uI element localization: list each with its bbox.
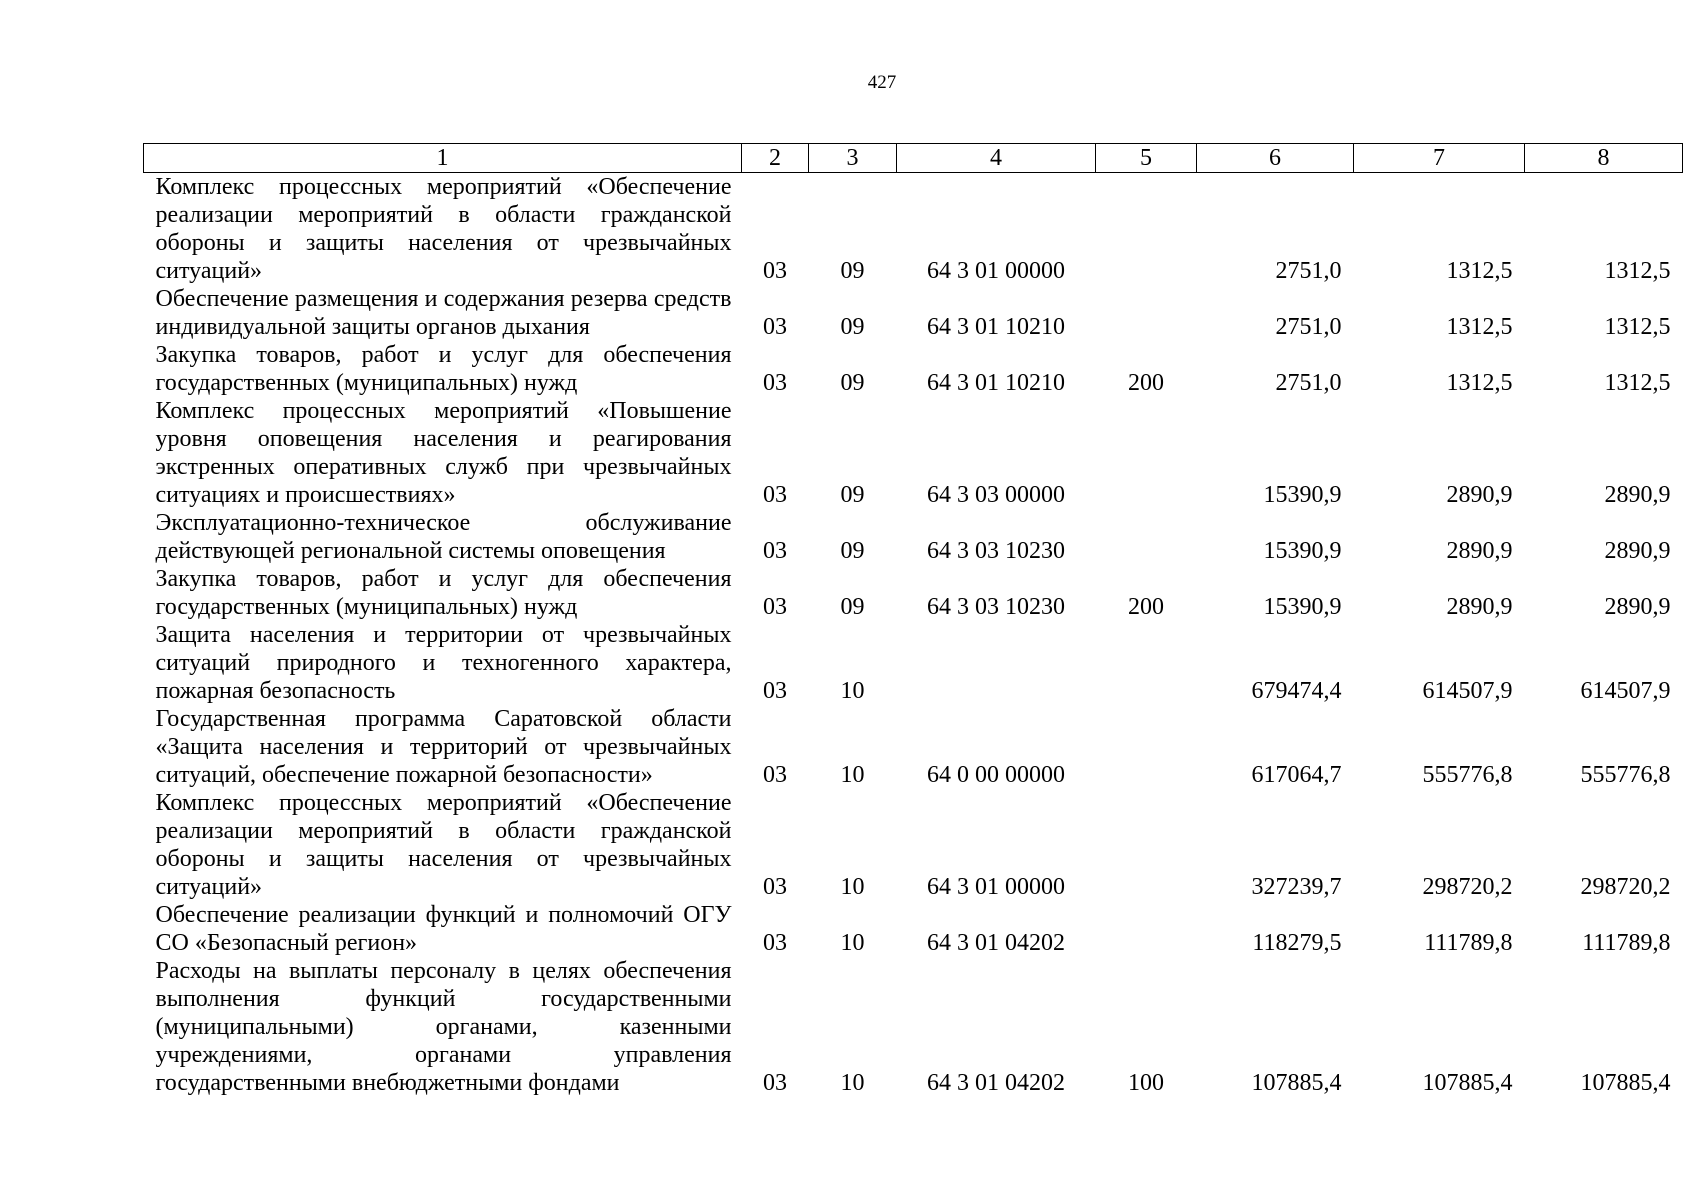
column-header-7: 7 bbox=[1354, 144, 1525, 173]
row-description: Эксплуатационно-техническое обслуживание действующей региональной системы оповещения bbox=[155, 510, 732, 564]
amount-col-8: 1312,5 bbox=[1604, 370, 1671, 396]
subsection-code: 09 bbox=[840, 594, 865, 620]
amount-col-8: 107885,4 bbox=[1580, 1070, 1671, 1096]
section-code: 03 bbox=[763, 874, 787, 900]
target-article-code: 64 3 01 10210 bbox=[927, 314, 1065, 340]
section-code: 03 bbox=[763, 930, 787, 956]
column-header-4: 4 bbox=[897, 144, 1096, 173]
subsection-code: 10 bbox=[840, 1070, 865, 1096]
section-code: 03 bbox=[763, 482, 787, 508]
column-header-6: 6 bbox=[1197, 144, 1354, 173]
expense-type-code: 100 bbox=[1128, 1070, 1164, 1096]
target-article-code: 64 3 01 00000 bbox=[927, 258, 1065, 284]
page-number: 427 bbox=[867, 72, 897, 93]
column-header-2: 2 bbox=[742, 144, 809, 173]
amount-col-7: 614507,9 bbox=[1422, 678, 1513, 704]
row-description: Комплекс процессных мероприятий «Повышение уровня оповещения населения и реагирования экстренных оперативных служб при чрезвычайных ситуациях и происшествиях» bbox=[155, 398, 732, 508]
row-description: Обеспечение реализации функций и полномочий ОГУ СО «Безопасный регион» bbox=[155, 902, 732, 956]
subsection-code: 09 bbox=[840, 370, 865, 396]
target-article-code: 64 3 03 10230 bbox=[927, 538, 1065, 564]
table-row bbox=[144, 285, 1683, 341]
table-row bbox=[144, 565, 1683, 621]
row-description: Обеспечение размещения и содержания резерва средств индивидуальной защиты органов дыхания bbox=[155, 286, 732, 340]
row-description: Комплекс процессных мероприятий «Обеспечение реализации мероприятий в области гражданской обороны и защиты населения от чрезвычайных ситуаций» bbox=[155, 174, 732, 284]
column-header-3: 3 bbox=[809, 144, 897, 173]
subsection-code: 09 bbox=[840, 482, 865, 508]
target-article-code: 64 3 01 04202 bbox=[927, 930, 1065, 956]
subsection-code: 10 bbox=[840, 762, 865, 788]
table-row bbox=[144, 509, 1683, 565]
target-article-code bbox=[897, 621, 1096, 705]
amount-col-7: 107885,4 bbox=[1422, 1070, 1513, 1096]
target-article-code: 64 3 01 04202 bbox=[927, 1070, 1065, 1096]
amount-col-8: 555776,8 bbox=[1580, 762, 1671, 788]
section-code: 03 bbox=[763, 1070, 787, 1096]
expense-type-code: 200 bbox=[1128, 594, 1164, 620]
amount-col-6: 2751,0 bbox=[1275, 370, 1342, 396]
target-article-code: 64 3 01 00000 bbox=[927, 874, 1065, 900]
row-description: Закупка товаров, работ и услуг для обеспечения государственных (муниципальных) нужд bbox=[155, 566, 732, 620]
row-description: Государственная программа Саратовской области «Защита населения и территорий от чрезвычайных ситуаций, обеспечение пожарной безопасности» bbox=[155, 706, 732, 788]
section-code: 03 bbox=[763, 314, 787, 340]
subsection-code: 09 bbox=[840, 314, 865, 340]
table-row bbox=[144, 789, 1683, 901]
expense-type-code bbox=[1096, 621, 1197, 705]
table-row bbox=[144, 901, 1683, 957]
row-description: Расходы на выплаты персоналу в целях обеспечения выполнения функций государственными (муниципальными) органами, казенными учреждениями, органами управления государственными внебюджетными фондами bbox=[155, 958, 732, 1096]
amount-col-8: 614507,9 bbox=[1580, 678, 1671, 704]
row-description: Закупка товаров, работ и услуг для обеспечения государственных (муниципальных) нужд bbox=[155, 342, 732, 396]
section-code: 03 bbox=[763, 258, 787, 284]
table-row bbox=[144, 341, 1683, 397]
amount-col-7: 2890,9 bbox=[1446, 482, 1513, 508]
amount-col-6: 15390,9 bbox=[1263, 482, 1342, 508]
section-code: 03 bbox=[763, 762, 787, 788]
amount-col-7: 1312,5 bbox=[1446, 258, 1513, 284]
amount-col-6: 15390,9 bbox=[1263, 594, 1342, 620]
amount-col-7: 298720,2 bbox=[1422, 874, 1513, 900]
table-row bbox=[144, 173, 1683, 286]
amount-col-6: 327239,7 bbox=[1251, 874, 1342, 900]
column-header-1: 1 bbox=[144, 144, 742, 173]
table-row bbox=[144, 705, 1683, 789]
amount-col-7: 2890,9 bbox=[1446, 538, 1513, 564]
expense-type-code bbox=[1096, 509, 1197, 565]
amount-col-7: 2890,9 bbox=[1446, 594, 1513, 620]
amount-col-6: 617064,7 bbox=[1251, 762, 1342, 788]
amount-col-8: 298720,2 bbox=[1580, 874, 1671, 900]
section-code: 03 bbox=[763, 678, 787, 704]
row-description: Комплекс процессных мероприятий «Обеспечение реализации мероприятий в области гражданской обороны и защиты населения от чрезвычайных ситуаций» bbox=[155, 790, 732, 900]
amount-col-8: 2890,9 bbox=[1604, 482, 1671, 508]
table-body bbox=[144, 173, 1683, 1098]
expense-type-code: 200 bbox=[1128, 370, 1164, 396]
expense-type-code bbox=[1096, 901, 1197, 957]
column-header-8: 8 bbox=[1525, 144, 1683, 173]
amount-col-8: 1312,5 bbox=[1604, 258, 1671, 284]
target-article-code: 64 3 03 10230 bbox=[927, 594, 1065, 620]
target-article-code: 64 3 01 10210 bbox=[927, 370, 1065, 396]
amount-col-6: 679474,4 bbox=[1251, 678, 1342, 704]
expense-type-code bbox=[1096, 705, 1197, 789]
amount-col-7: 555776,8 bbox=[1422, 762, 1513, 788]
amount-col-6: 118279,5 bbox=[1252, 930, 1342, 956]
amount-col-6: 2751,0 bbox=[1275, 258, 1342, 284]
subsection-code: 10 bbox=[840, 874, 865, 900]
amount-col-6: 107885,4 bbox=[1251, 1070, 1342, 1096]
header-row bbox=[144, 144, 1683, 173]
subsection-code: 10 bbox=[840, 930, 865, 956]
subsection-code: 09 bbox=[840, 258, 865, 284]
amount-col-8: 1312,5 bbox=[1604, 314, 1671, 340]
amount-col-7: 1312,5 bbox=[1446, 314, 1513, 340]
amount-col-8: 2890,9 bbox=[1604, 594, 1671, 620]
row-description: Защита населения и территории от чрезвычайных ситуаций природного и техногенного характера, пожарная безопасность bbox=[155, 622, 732, 704]
table-row bbox=[144, 397, 1683, 509]
column-header-5: 5 bbox=[1096, 144, 1197, 173]
amount-col-8: 2890,9 bbox=[1604, 538, 1671, 564]
target-article-code: 64 0 00 00000 bbox=[927, 762, 1065, 788]
table-row bbox=[144, 957, 1683, 1097]
expense-type-code bbox=[1096, 173, 1197, 286]
table-row bbox=[144, 621, 1683, 705]
budget-table bbox=[143, 143, 1683, 1097]
section-code: 03 bbox=[763, 370, 787, 396]
section-code: 03 bbox=[763, 538, 787, 564]
expense-type-code bbox=[1096, 397, 1197, 509]
amount-col-6: 2751,0 bbox=[1275, 314, 1342, 340]
subsection-code: 10 bbox=[840, 678, 865, 704]
section-code: 03 bbox=[763, 594, 787, 620]
amount-col-8: 111789,8 bbox=[1582, 930, 1671, 956]
expense-type-code bbox=[1096, 789, 1197, 901]
expense-type-code bbox=[1096, 285, 1197, 341]
target-article-code: 64 3 03 00000 bbox=[927, 482, 1065, 508]
amount-col-6: 15390,9 bbox=[1263, 538, 1342, 564]
amount-col-7: 111789,8 bbox=[1424, 930, 1513, 956]
amount-col-7: 1312,5 bbox=[1446, 370, 1513, 396]
subsection-code: 09 bbox=[840, 538, 865, 564]
